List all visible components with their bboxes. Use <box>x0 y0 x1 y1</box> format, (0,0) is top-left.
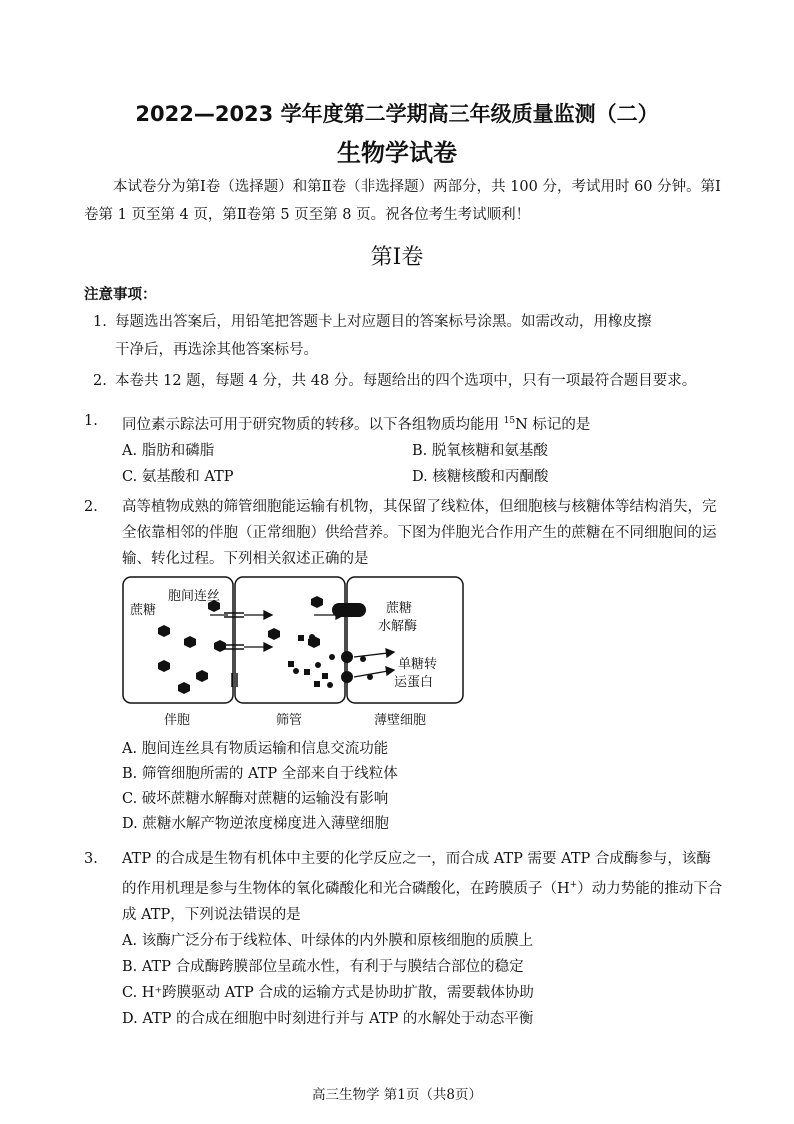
option-b[interactable]: B. 筛管细胞所需的 ATP 全部来自于线粒体 <box>122 766 398 782</box>
label-companion-cell: 伴胞 <box>164 713 191 728</box>
option-d[interactable]: D. ATP 的合成在细胞中时刻进行并与 ATP 的水解处于动态平衡 <box>122 1010 534 1027</box>
notice-text-continued: 干净后，再选涂其他答案标号。 <box>115 342 318 358</box>
notice-number: 2. <box>93 373 107 389</box>
option-d[interactable]: D. 核糖核酸和丙酮酸 <box>412 468 549 485</box>
label-sieve-tube: 筛管 <box>276 713 303 728</box>
notice-title: 注意事项： <box>84 287 157 303</box>
option-c[interactable]: C. 破坏蔗糖水解酶对蔗糖的运输没有影响 <box>122 791 389 807</box>
question-1 <box>84 408 724 490</box>
label-plasmodesmata: 胞间连丝 <box>168 589 221 604</box>
label-invertase: 蔗糖 <box>386 601 413 616</box>
notice-text: 本卷共 12 题，每题 4 分，共 48 分。每题给出的四个选项中，只有一项最符合题目要求。 <box>115 373 697 389</box>
label-transporter: 单糖转 <box>398 657 438 672</box>
subject-title: 生物学试卷 <box>337 139 457 167</box>
option-d[interactable]: D. 蔗糖水解产物逆浓度梯度进入薄壁细胞 <box>122 816 389 832</box>
intro-paragraph: 本试卷分为第Ⅰ卷（选择题）和第Ⅱ卷（非选择题）两部分，共 100 分，考试用时 60 分钟。第Ⅰ卷第 1 页至第 4 页，第Ⅱ卷第 5 页至第 8 页。祝各位考生考试顺利！ <box>84 179 721 223</box>
option-b[interactable]: B. 脱氧核糖和氨基酸 <box>412 442 548 459</box>
option-a[interactable]: A. 该酶广泛分布于线粒体、叶绿体的内外膜和原核细胞的质膜上 <box>122 932 534 949</box>
question-number: 1. <box>84 413 98 429</box>
label-transporter-2: 运蛋白 <box>394 675 434 690</box>
notice-text: 每题选出答案后，用铅笔把答题卡上对应题目的答案标号涂黑。如需改动，用橡皮擦 <box>115 314 652 330</box>
label-invertase-2: 水解酶 <box>378 619 418 634</box>
option-a[interactable]: A. 脂肪和磷脂 <box>122 442 215 459</box>
sucrose-transport-diagram <box>118 573 468 733</box>
options <box>122 928 724 1032</box>
transport-arrows <box>210 611 394 677</box>
stem-text: ATP 的合成是生物有机体中主要的化学反应之一，而合成 ATP 需要 ATP 合成酶参与，该酶的作用机理是参与生物体的氧化磷酸化和光合磷酸化，在跨膜质子（H <box>122 851 711 897</box>
option-c[interactable]: C. H⁺跨膜驱动 ATP 合成的运输方式是协助扩散，需要载体协助 <box>122 984 534 1001</box>
option-c[interactable]: C. 氨基酸和 ATP <box>122 468 234 485</box>
page-footer: 高三生物学 第1页（共8页） <box>312 1087 482 1103</box>
question-number: 3. <box>84 851 98 867</box>
question-2 <box>84 494 724 572</box>
question-stem <box>122 408 724 438</box>
question-stem: 高等植物成熟的筛管细胞能运输有机物，其保留了线粒体，但细胞核与核糖体等结构消失，完全依靠相邻的伴胞（正常细胞）供给营养。下图为伴胞光合作用产生的蔗糖在不同细胞间的运输、转化过程。下列相关叙述正确的是 <box>122 499 717 567</box>
options <box>122 438 724 490</box>
invertase-enzyme <box>332 603 366 617</box>
transporter-protein <box>341 671 353 683</box>
option-a[interactable]: A. 胞间连丝具有物质运输和信息交流功能 <box>122 741 389 757</box>
question-number: 2. <box>84 499 98 515</box>
label-sucrose: 蔗糖 <box>130 603 157 618</box>
notice-item <box>93 308 728 364</box>
label-parenchyma-cell: 薄壁细胞 <box>374 713 427 728</box>
monosaccharides <box>288 634 373 688</box>
stem-text: ）动力势能的推动下合成 ATP，下列说法错误的是 <box>122 880 723 923</box>
question-2-options <box>122 737 398 837</box>
plasmodesmata <box>224 613 244 687</box>
question-stem <box>122 846 724 928</box>
stem-text: N 标记的是 <box>515 416 591 433</box>
notice-number: 1. <box>93 314 107 330</box>
exam-title: 2022—2023 学年度第二学期高三年级质量监测（二） <box>135 102 659 126</box>
stem-superscript: + <box>569 880 578 890</box>
stem-superscript: 15 <box>503 416 516 426</box>
stem-text: 同位素示踪法可用于研究物质的转移。以下各组物质均能用 <box>122 416 504 433</box>
question-3 <box>84 846 724 1032</box>
transporter-protein <box>341 651 353 663</box>
section-title: 第Ⅰ卷 <box>370 245 424 270</box>
notice-item <box>93 367 728 395</box>
option-b[interactable]: B. ATP 合成酶跨膜部位呈疏水性，有利于与膜结合部位的稳定 <box>122 958 524 975</box>
